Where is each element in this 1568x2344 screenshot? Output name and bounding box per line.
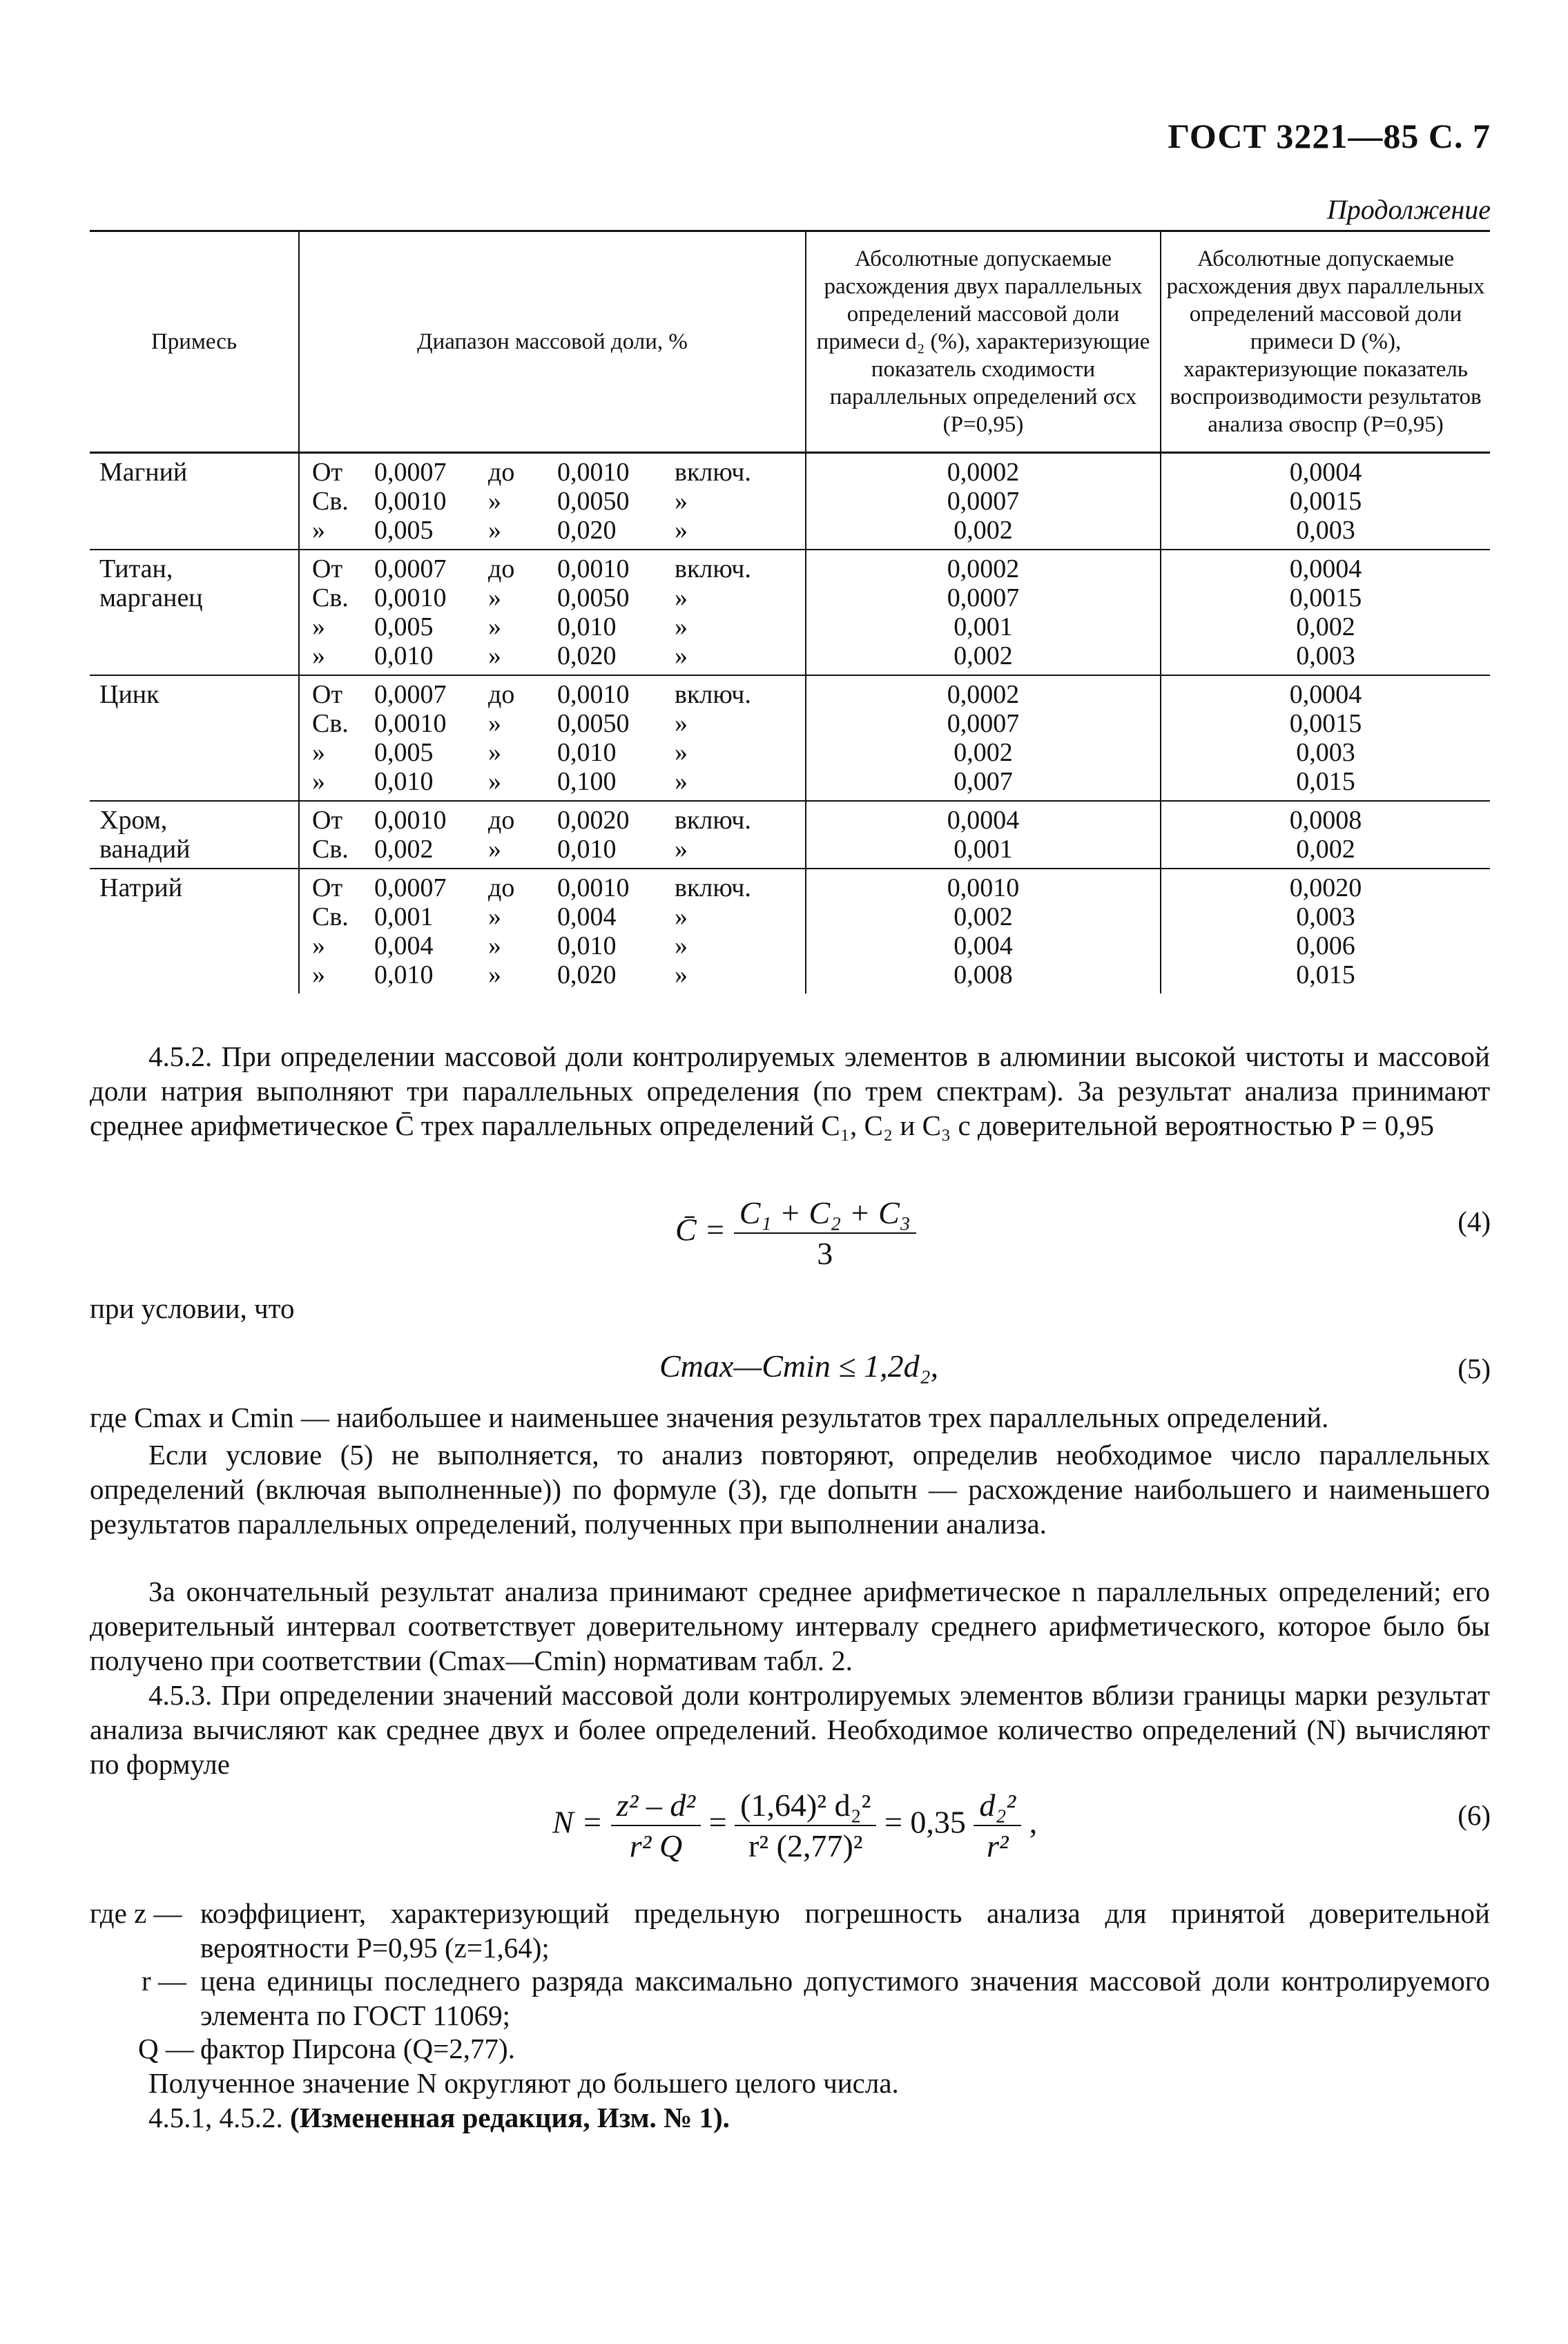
formula-6-fraction-1	[611, 1787, 701, 1864]
equation-number-4: (4)	[1458, 1205, 1491, 1237]
value-line: 0,0002	[947, 680, 1020, 709]
range-token: 0,0010	[374, 487, 447, 516]
impurity-name-line: Магний	[99, 458, 188, 487]
table-continuation-label: Продолжение	[1326, 194, 1491, 225]
range-token: 0,004	[557, 902, 617, 931]
cell-d2	[806, 675, 1161, 801]
range-token: 0,001	[374, 902, 434, 931]
range-token: 0,005	[374, 738, 434, 767]
formula-6-fraction-3-numerator: d₂²	[974, 1787, 1021, 1826]
range-token: 0,0007	[374, 458, 447, 487]
cell-range	[299, 801, 806, 869]
range-line	[312, 583, 805, 612]
range-token: »	[675, 487, 688, 516]
range-token: 0,0010	[557, 554, 630, 583]
cell-D	[1161, 675, 1490, 801]
range-token: »	[675, 767, 688, 796]
range-line	[312, 641, 805, 670]
value-line: 0,0004	[1289, 680, 1362, 709]
cell-D	[1161, 453, 1490, 550]
range-token: »	[675, 709, 688, 738]
formula-4-numerator: C₁ + C₂ + C₃	[734, 1194, 916, 1234]
range-token: »	[675, 516, 688, 545]
cell-d2	[806, 453, 1161, 550]
range-token: »	[488, 516, 501, 545]
equation-number-6: (6)	[1458, 1799, 1491, 1831]
range-token: »	[488, 612, 501, 641]
value-line: 0,015	[1296, 767, 1355, 796]
table-row	[90, 801, 1490, 869]
range-token: 0,010	[374, 960, 434, 989]
cell-impurity	[90, 675, 299, 801]
range-token: От	[312, 458, 343, 487]
value-line: 0,002	[954, 902, 1013, 931]
range-line	[312, 458, 805, 487]
value-line: 0,0007	[947, 709, 1020, 738]
formula-6-fraction-1-denominator: r² Q	[629, 1828, 683, 1863]
range-token: 0,020	[557, 960, 617, 989]
value-line: 0,003	[1296, 738, 1355, 767]
value-line: 0,0015	[1289, 709, 1362, 738]
cell-D	[1161, 801, 1490, 869]
range-token: »	[675, 641, 688, 670]
where-r-key: r —	[142, 1965, 186, 1997]
table-row	[90, 453, 1490, 550]
range-token: 0,0020	[557, 806, 630, 835]
range-token: Св.	[312, 583, 349, 612]
value-line: 0,0002	[947, 458, 1020, 487]
range-token: »	[675, 612, 688, 641]
value-line: 0,003	[1296, 902, 1355, 931]
range-token: 0,002	[374, 835, 434, 864]
impurity-name-line: марганец	[99, 583, 203, 612]
range-token: до	[488, 680, 515, 709]
range-token: От	[312, 873, 343, 902]
range-token: 0,005	[374, 612, 434, 641]
range-token: 0,100	[557, 767, 617, 796]
range-line	[312, 554, 805, 583]
where-q-key: Q —	[138, 2033, 194, 2064]
value-line: 0,0007	[947, 487, 1020, 516]
range-token: 0,0050	[557, 487, 630, 516]
value-line: 0,003	[1296, 641, 1355, 670]
formula-6-fraction-3-denominator: r²	[986, 1828, 1009, 1863]
table-row	[90, 675, 1490, 801]
range-token: 0,010	[557, 738, 617, 767]
value-line: 0,002	[1296, 612, 1355, 641]
range-token: »	[488, 738, 501, 767]
formula-6-fraction-2-denominator: r² (2,77)²	[748, 1828, 863, 1863]
range-token: »	[675, 835, 688, 864]
value-line: 0,002	[954, 516, 1013, 545]
range-token: Св.	[312, 835, 349, 864]
range-token: »	[312, 612, 325, 641]
formula-6-equals: =	[708, 1804, 727, 1840]
formula-4-fraction	[734, 1194, 916, 1272]
range-token: »	[312, 738, 325, 767]
range-token: »	[312, 516, 325, 545]
table-row	[90, 869, 1490, 994]
impurity-name-line: Натрий	[99, 873, 183, 902]
range-token: »	[488, 709, 501, 738]
range-token: »	[488, 583, 501, 612]
range-token: 0,0010	[374, 806, 447, 835]
cell-range	[299, 550, 806, 675]
cell-impurity	[90, 801, 299, 869]
value-line: 0,006	[1296, 931, 1355, 960]
range-token: »	[488, 835, 501, 864]
range-token: От	[312, 554, 343, 583]
cell-range	[299, 453, 806, 550]
range-token: »	[312, 960, 325, 989]
cell-impurity	[90, 550, 299, 675]
paragraph-4-5-3: 4.5.3. При определении значений массовой доли контролируемых элементов вблизи границы марки результат анализа вычисляют как среднее двух и более определений. Необходимое количество определений (N) вычисляют по формуле	[90, 1679, 1490, 1780]
value-line: 0,0002	[947, 554, 1020, 583]
range-token: »	[675, 738, 688, 767]
table-header-row	[90, 231, 1490, 453]
value-line: 0,007	[954, 767, 1013, 796]
header-impurity: Примесь	[90, 231, 299, 453]
value-line: 0,0004	[947, 806, 1020, 835]
cell-range	[299, 869, 806, 994]
range-token: 0,0007	[374, 873, 447, 902]
condition-text: при условии, что	[90, 1292, 295, 1324]
range-line	[312, 835, 805, 864]
rounding-note: Полученное значение N округляют до большего целого числа.	[148, 2067, 899, 2099]
value-line: 0,008	[954, 960, 1013, 989]
range-token: 0,0007	[374, 554, 447, 583]
range-token: до	[488, 458, 515, 487]
range-token: От	[312, 806, 343, 835]
range-token: »	[488, 960, 501, 989]
range-token: включ.	[675, 873, 751, 902]
formula-6-coefficient: = 0,35	[884, 1804, 966, 1840]
value-line: 0,0010	[947, 873, 1020, 902]
value-line: 0,0020	[1289, 873, 1362, 902]
range-token: 0,004	[374, 931, 434, 960]
header-range: Диапазон массовой доли, %	[299, 231, 806, 453]
value-line: 0,002	[954, 738, 1013, 767]
range-token: до	[488, 806, 515, 835]
range-token: »	[488, 767, 501, 796]
range-token: »	[488, 641, 501, 670]
range-token: 0,010	[557, 931, 617, 960]
range-token: »	[675, 583, 688, 612]
range-token: 0,010	[374, 641, 434, 670]
range-token: 0,0010	[374, 709, 447, 738]
range-token: »	[312, 931, 325, 960]
value-line: 0,0015	[1289, 583, 1362, 612]
value-line: 0,0004	[1289, 458, 1362, 487]
range-token: »	[675, 960, 688, 989]
value-line: 0,0007	[947, 583, 1020, 612]
range-token: »	[488, 487, 501, 516]
range-token: включ.	[675, 806, 751, 835]
formula-6-lhs: N =	[552, 1804, 603, 1840]
cell-d2	[806, 869, 1161, 994]
amendment-note	[90, 2100, 1490, 2135]
cell-D	[1161, 550, 1490, 675]
amendment-clauses: 4.5.1, 4.5.2.	[148, 2102, 283, 2133]
range-token: 0,020	[557, 641, 617, 670]
formula-6-fraction-2	[735, 1787, 876, 1864]
formula-6-fraction-1-numerator: z² – d²	[611, 1787, 701, 1826]
range-token: 0,005	[374, 516, 434, 545]
cell-d2	[806, 550, 1161, 675]
norms-table	[90, 230, 1490, 994]
range-line	[312, 931, 805, 960]
range-token: »	[675, 931, 688, 960]
range-token: включ.	[675, 680, 751, 709]
value-line: 0,004	[954, 931, 1013, 960]
range-token: 0,010	[557, 612, 617, 641]
where-cmax-cmin: где Cmax и Cmin — наибольшее и наименьшее значения результатов трех параллельных определений.	[90, 1402, 1329, 1433]
header-D: Абсолютные допускаемые расхождения двух параллельных определений массовой доли примеси D (%), характеризующие показатель воспроизводимости результатов анализа σвоспр (P=0,95)	[1161, 231, 1490, 453]
range-line	[312, 680, 805, 709]
range-token: 0,020	[557, 516, 617, 545]
page-header-title: ГОСТ 3221—85 С. 7	[1168, 117, 1491, 155]
range-line	[312, 873, 805, 902]
range-line	[312, 960, 805, 989]
range-token: 0,010	[557, 835, 617, 864]
range-line	[312, 902, 805, 931]
paragraph-final-result: За окончательный результат анализа принимают среднее арифметическое n параллельных определений; его доверительный интервал соответствует доверительному интервалу среднего арифметического, которое было бы получено при соответствии (Cmax—Cmin) нормативам табл. 2.	[90, 1576, 1490, 1676]
value-line: 0,001	[954, 835, 1013, 864]
range-token: 0,0050	[557, 709, 630, 738]
cell-D	[1161, 869, 1490, 994]
value-line: 0,0015	[1289, 487, 1362, 516]
range-line	[312, 738, 805, 767]
where-z-text: коэффициент, характеризующий предельную погрешность анализа для принятой доверительной вероятности P=0,95 (z=1,64);	[200, 1897, 1490, 1964]
range-token: 0,0010	[557, 458, 630, 487]
impurity-name-line: Хром,	[99, 806, 168, 835]
range-token: включ.	[675, 458, 751, 487]
where-q-text: фактор Пирсона (Q=2,77).	[200, 2033, 515, 2064]
range-token: Св.	[312, 709, 349, 738]
range-token: включ.	[675, 554, 751, 583]
range-token: »	[488, 931, 501, 960]
range-line	[312, 487, 805, 516]
value-line: 0,0004	[1289, 554, 1362, 583]
value-line: 0,002	[1296, 835, 1355, 864]
formula-6-fraction-2-numerator: (1,64)² d₂²	[735, 1787, 876, 1826]
paragraph-4-5-2: 4.5.2. При определении массовой доли контролируемых элементов в алюминии высокой чистоты и массовой доли натрия выполняют три параллельных определения (по трем спектрам). За результат анализа принимают среднее арифметическое C̄ трех параллельных определений C₁, C₂ и C₃ с доверительной вероятностью P = 0,95	[90, 1040, 1490, 1141]
formula-4-lhs: C̄ =	[675, 1212, 726, 1248]
range-token: 0,0010	[557, 680, 630, 709]
range-token: »	[312, 641, 325, 670]
range-token: »	[488, 902, 501, 931]
formula-4-denominator: 3	[817, 1236, 833, 1271]
cell-d2	[806, 801, 1161, 869]
paragraph-if-condition: Если условие (5) не выполняется, то анализ повторяют, определив необходимое число параллельных определений (включая выполненные)) по формуле (3), где dопытн — расхождение наибольшего и наименьшего результатов параллельных определений, полученных при выполнении анализа.	[90, 1439, 1490, 1540]
range-token: 0,0010	[557, 873, 630, 902]
range-token: От	[312, 680, 343, 709]
range-token: 0,010	[374, 767, 434, 796]
range-token: 0,0010	[374, 583, 447, 612]
range-token: Св.	[312, 902, 349, 931]
value-line: 0,015	[1296, 960, 1355, 989]
impurity-name-line: ванадий	[99, 835, 191, 864]
cell-impurity	[90, 869, 299, 994]
where-z-key: где z —	[90, 1897, 182, 1929]
formula-5: Cmax—Cmin ≤ 1,2d₂,	[659, 1348, 939, 1384]
value-line: 0,001	[954, 612, 1013, 641]
cell-range	[299, 675, 806, 801]
formula-4	[675, 1194, 916, 1272]
formula-6	[552, 1787, 1037, 1864]
range-token: 0,0007	[374, 680, 447, 709]
formula-6-fraction-3	[974, 1787, 1021, 1864]
range-line	[312, 516, 805, 545]
formula-6-comma: ,	[1029, 1804, 1038, 1840]
table-row	[90, 550, 1490, 675]
range-line	[312, 767, 805, 796]
cell-impurity	[90, 453, 299, 550]
range-token: 0,0050	[557, 583, 630, 612]
range-line	[312, 612, 805, 641]
equation-number-5: (5)	[1458, 1353, 1491, 1384]
impurity-name-line: Цинк	[99, 680, 159, 709]
range-token: до	[488, 554, 515, 583]
range-token: Св.	[312, 487, 349, 516]
range-line	[312, 806, 805, 835]
impurity-name-line: Титан,	[99, 554, 173, 583]
range-line	[312, 709, 805, 738]
amendment-label: (Измененная редакция, Изм. № 1).	[290, 2102, 730, 2133]
value-line: 0,003	[1296, 516, 1355, 545]
range-token: до	[488, 873, 515, 902]
value-line: 0,002	[954, 641, 1013, 670]
value-line: 0,0008	[1289, 806, 1362, 835]
where-r-text: цена единицы последнего разряда максимально допустимого значения массовой доли контролируемого элемента по ГОСТ 11069;	[200, 1965, 1490, 2031]
range-token: »	[312, 767, 325, 796]
header-d2: Абсолютные допускаемые расхождения двух параллельных определений массовой доли примеси d₂ (%), характеризующие показатель сходимости параллельных определений σсх (P=0,95)	[806, 231, 1161, 453]
range-token: »	[675, 902, 688, 931]
